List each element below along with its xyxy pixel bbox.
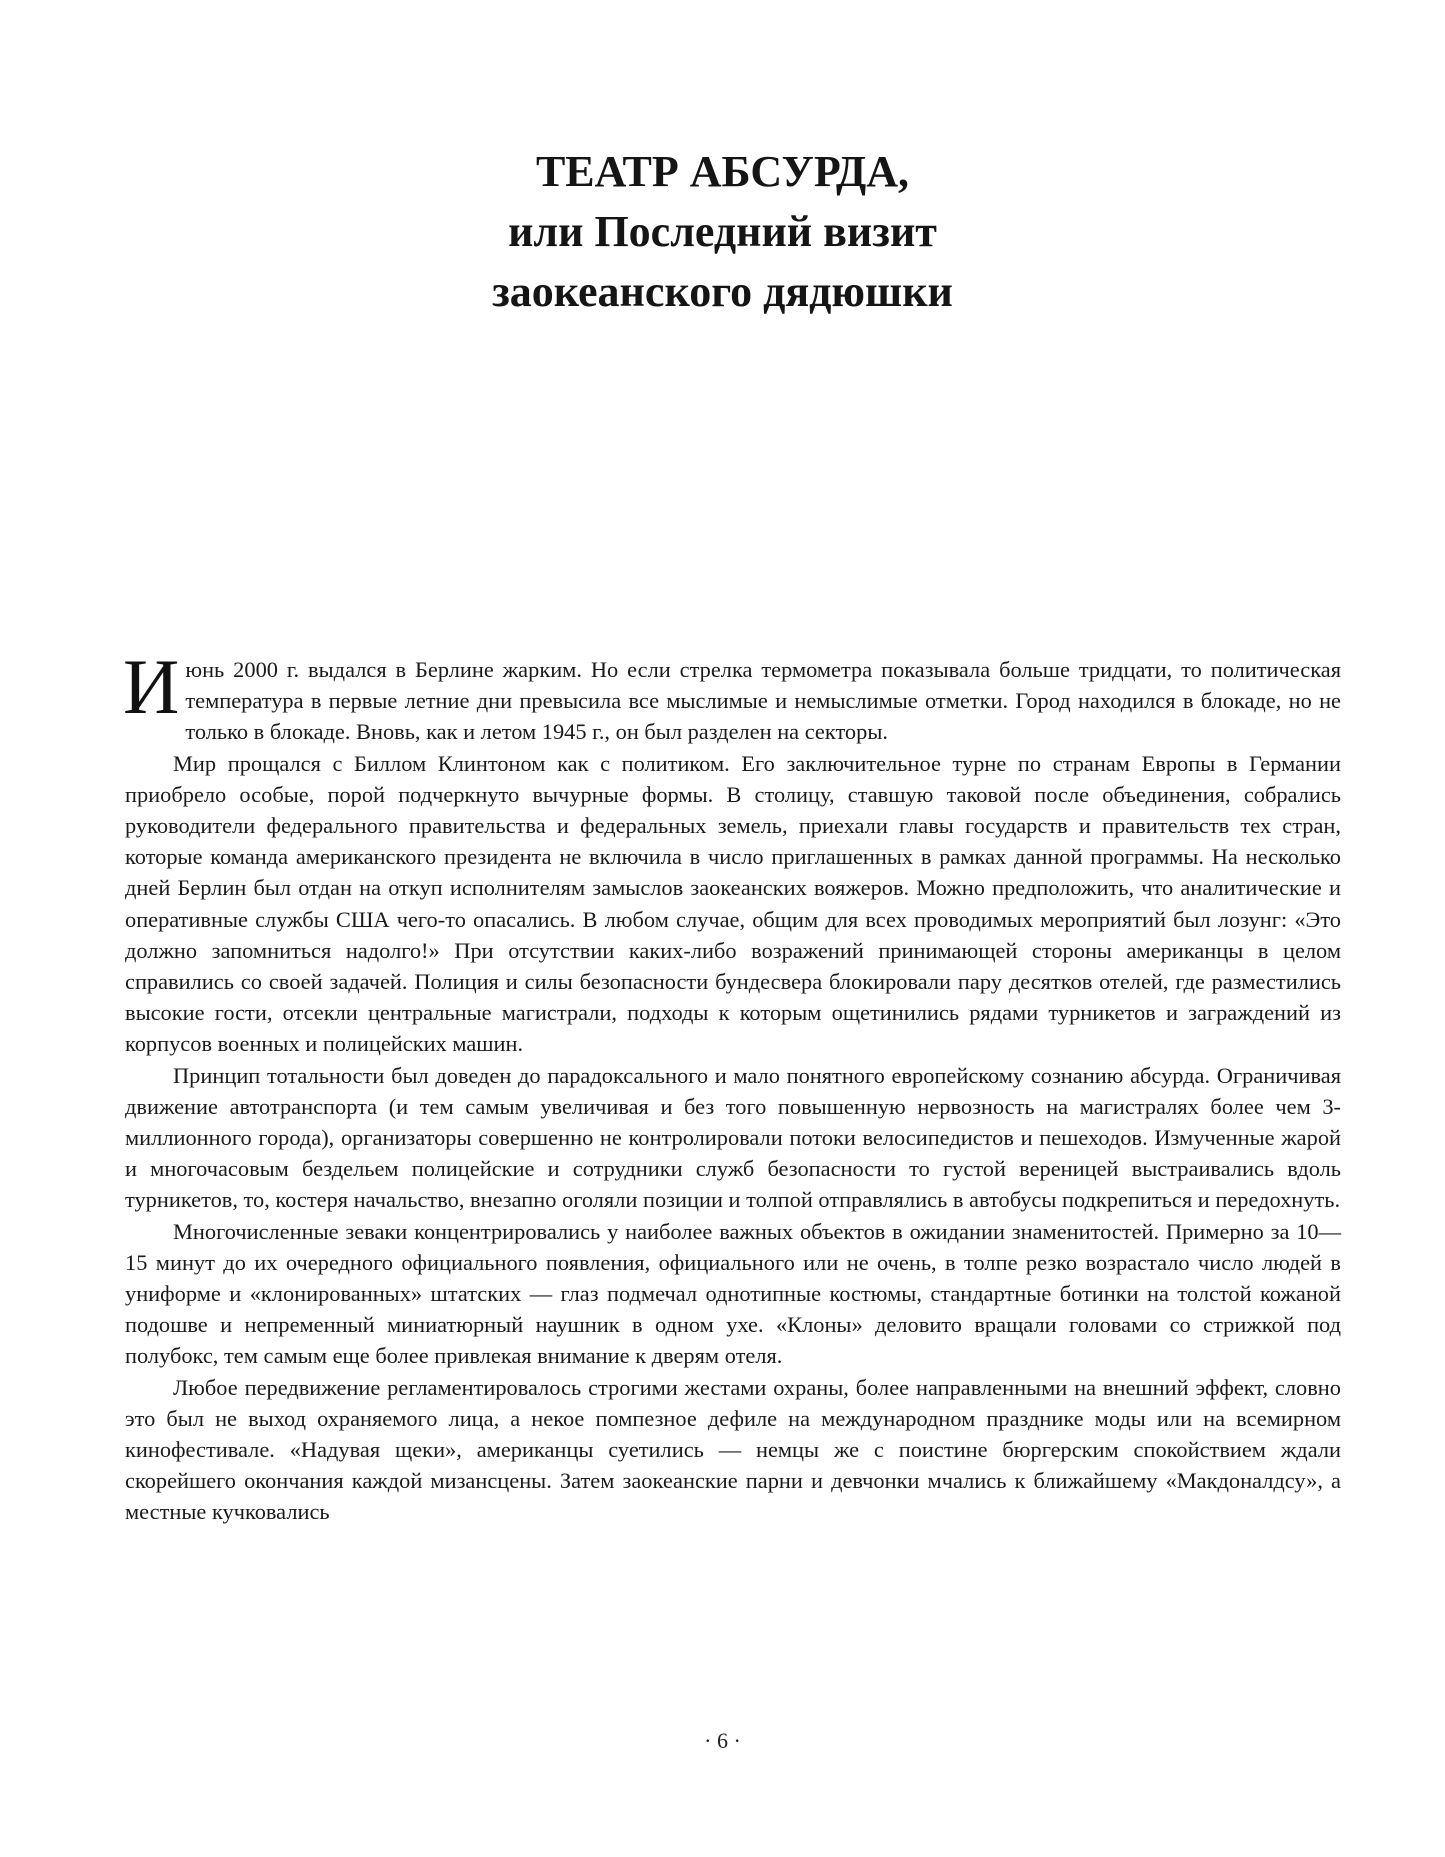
chapter-title-line-1: ТЕАТР АБСУРДА, [535,147,910,196]
paragraph-1 [123,643,1341,748]
paragraph-4: Многочисленные зеваки концентрировались у наиболее важных объектов в ожидании знаменитостей. Примерно за 10—15 минут до их очередного официального появления, официального или не очень, в толпе резко возрастало число людей в униформе и «клонированных» штатских — глаз подмечал однотипные костюмы, стандартные ботинки на толстой кожаной подошве и непременный миниатюрный наушник в одном ухе. «Клоны» деловито вращали головами со стрижкой под полубокс, тем самым еще более привлекая внимание к дверям отеля. [125,1218,1341,1369]
page-number: · 6 · [704,1728,741,1753]
paragraph-1-text: юнь 2000 г. выдался в Берлине жарким. Но если стрелка термометра показывала больше тридцати, то политическая температура в первые летние дни превысила все мыслимые и немыслимые отметки. Город находился в блокаде, но не только в блокаде. Вновь, как и летом 1945 г., он был разделен на секторы. [185,657,1341,745]
chapter-title [0,142,1445,322]
paragraph-3: Принцип тотальности был доведен до парадоксального и мало понятного европейскому сознанию абсурда. Ограничивая движение автотранспорта (и тем самым увеличивая и без того повышенную нервозность на магистралях более чем 3-миллионного города), организаторы совершенно не контролировали потоки велосипедистов и пешеходов. Измученные жарой и многочасовым бездельем полицейские и сотрудники служб безопасности то густой вереницей выстраивались вдоль турникетов, то, костеря начальство, внезапно оголяли позиции и толпой отправлялись в автобусы подкрепиться и передохнуть. [125,1062,1341,1213]
drop-cap: И [123,643,180,730]
chapter-body [123,643,1341,1528]
paragraph-5: Любое передвижение регламентировалось строгими жестами охраны, более направленными на внешний эффект, словно это был не выход охраняемого лица, а некое помпезное дефиле на международном празднике моды или на всемирном кинофестивале. «Надувая щеки», американцы суетились — немцы же с поистине бюргерским спокойствием ждали скорейшего окончания каждой мизансцены. Затем заокеанские парни и девчонки мчались к ближайшему «Макдоналдсу», а местные кучковались [125,1374,1341,1525]
paragraph-2: Мир прощался с Биллом Клинтоном как с политиком. Его заключительное турне по странам Европы в Германии приобрело особые, порой подчеркнуто вычурные формы. В столицу, ставшую таковой после объединения, собрались руководители федерального правительства и федеральных земель, приехали главы государств и правительств тех стран, которые команда американского президента не включила в число приглашенных в рамках данной программы. На несколько дней Берлин был отдан на откуп исполнителям замыслов заокеанских вояжеров. Можно предположить, что аналитические и оперативные службы США чего-то опасались. В любом случае, общим для всех проводимых мероприятий был лозунг: «Это должно запомниться надолго!» При отсутствии каких-либо возражений принимающей стороны американцы в целом справились со своей задачей. Полиция и силы безопасности бундесвера блокировали пару десятков отелей, где разместились высокие гости, отсекли центральные магистрали, подходы к которым ощетинились рядами турникетов и заграждений из корпусов военных и полицейских машин. [125,750,1341,1057]
chapter-title-line-3: заокеанского дядюшки [492,267,953,316]
chapter-title-line-2: или Последний визит [508,207,937,256]
